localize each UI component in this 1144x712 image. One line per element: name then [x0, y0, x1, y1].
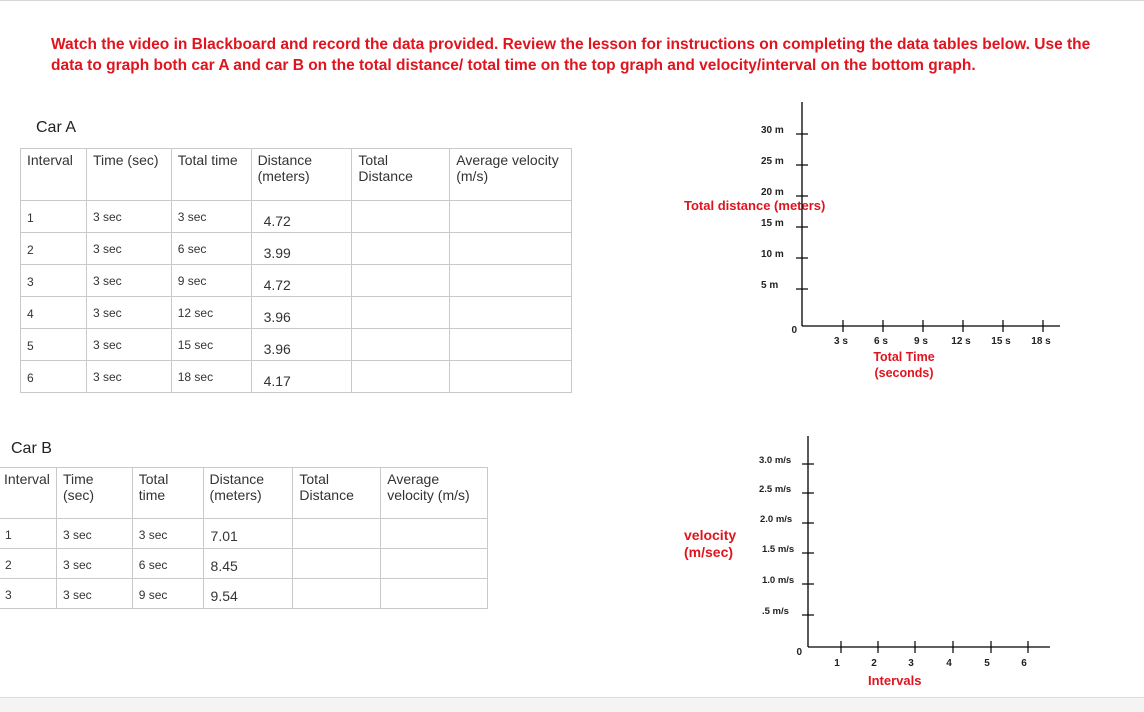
total-time-cell: 15 sec — [171, 329, 251, 361]
total-time-cell: 9 sec — [171, 265, 251, 297]
x-tick-label: 1 — [834, 658, 840, 669]
interval-cell: 2 — [21, 233, 87, 265]
x-tick-label: 4 — [946, 658, 952, 669]
distance-cell: 3.96 — [251, 297, 352, 329]
y-tick-label: 0 — [796, 647, 802, 658]
header-total-time: Total time — [132, 468, 203, 519]
header-distance: Distance (meters) — [251, 149, 352, 201]
y-axis-title: Total distance (meters) — [684, 198, 826, 213]
instructions-text: Watch the video in Blackboard and record the data provided. Review the lesson for instructions on completing the data tables below. Use the data to graph both car A and car B on the total distance/ total time on the top graph and velocity/interval on the bottom graph. — [51, 36, 1091, 74]
x-tick-label: 2 — [871, 658, 877, 669]
interval-cell: 5 — [21, 329, 87, 361]
x-tick-label: 3 — [908, 658, 914, 669]
distance-cell: 7.01 — [203, 519, 293, 549]
header-time: Time (sec) — [56, 468, 132, 519]
x-axis-title: Total Time (seconds) — [873, 350, 935, 380]
y-tick-label: 0 — [791, 325, 797, 336]
time-cell: 3 sec — [86, 265, 171, 297]
x-tick-label: 15 s — [991, 336, 1011, 347]
x-tick-label: 9 s — [914, 336, 928, 347]
y-tick-label: 5 m — [761, 280, 779, 291]
x-tick-label: 5 — [984, 658, 990, 669]
header-total-distance: Total Distance — [293, 468, 381, 519]
distance-cell: 4.72 — [251, 201, 352, 233]
header-distance: Distance (meters) — [203, 468, 293, 519]
x-tick-label: 18 s — [1031, 336, 1051, 347]
interval-cell: 4 — [21, 297, 87, 329]
x-tick-label: 6 — [1021, 658, 1027, 669]
y-tick-label: 20 m — [761, 187, 784, 198]
interval-cell: 3 — [0, 579, 56, 609]
x-tick-label: 12 s — [951, 336, 971, 347]
time-cell: 3 sec — [56, 579, 132, 609]
distance-cell: 8.45 — [203, 549, 293, 579]
header-average-velocity: Average velocity (m/s) — [450, 149, 572, 201]
total-time-cell: 9 sec — [132, 579, 203, 609]
header-average-velocity: Average velocity (m/s) — [381, 468, 488, 519]
car-a-title: Car A — [36, 119, 77, 136]
y-tick-label: 25 m — [761, 156, 784, 167]
total-time-cell: 6 sec — [132, 549, 203, 579]
time-cell: 3 sec — [56, 549, 132, 579]
total-time-cell: 3 sec — [171, 201, 251, 233]
y-tick-label: .5 m/s — [762, 606, 789, 617]
total-time-cell: 3 sec — [132, 519, 203, 549]
x-axis-title: Intervals — [868, 673, 922, 688]
x-tick-label: 3 s — [834, 336, 848, 347]
header-time: Time (sec) — [86, 149, 171, 201]
header-total-time: Total time — [171, 149, 251, 201]
car-b-title: Car B — [11, 440, 52, 457]
header-total-distance: Total Distance — [352, 149, 450, 201]
time-cell: 3 sec — [86, 233, 171, 265]
time-cell: 3 sec — [86, 329, 171, 361]
interval-cell: 3 — [21, 265, 87, 297]
y-tick-label: 1.5 m/s — [762, 544, 795, 555]
total-time-cell: 12 sec — [171, 297, 251, 329]
interval-cell: 1 — [21, 201, 87, 233]
x-tick-label: 6 s — [874, 336, 888, 347]
y-tick-label: 2.5 m/s — [759, 484, 792, 495]
distance-cell: 3.99 — [251, 233, 352, 265]
time-cell: 3 sec — [86, 297, 171, 329]
distance-cell: 3.96 — [251, 329, 352, 361]
total-time-cell: 18 sec — [171, 361, 251, 393]
y-tick-label: 15 m — [761, 218, 784, 229]
header-interval: Interval — [21, 149, 87, 201]
time-cell: 3 sec — [86, 201, 171, 233]
time-cell: 3 sec — [86, 361, 171, 393]
y-axis-title: velocity (m/sec) — [684, 527, 737, 560]
y-tick-label: 2.0 m/s — [760, 514, 793, 525]
y-tick-label: 10 m — [761, 249, 784, 260]
header-interval: Interval — [0, 468, 56, 519]
y-tick-label: 1.0 m/s — [762, 575, 795, 586]
time-cell: 3 sec — [56, 519, 132, 549]
y-tick-label: 30 m — [761, 125, 784, 136]
interval-cell: 2 — [0, 549, 56, 579]
y-tick-label: 3.0 m/s — [759, 455, 792, 466]
distance-cell: 4.72 — [251, 265, 352, 297]
interval-cell: 6 — [21, 361, 87, 393]
distance-cell: 4.17 — [251, 361, 352, 393]
bottom-bar — [0, 697, 1144, 712]
interval-cell: 1 — [0, 519, 56, 549]
total-time-cell: 6 sec — [171, 233, 251, 265]
distance-cell: 9.54 — [203, 579, 293, 609]
